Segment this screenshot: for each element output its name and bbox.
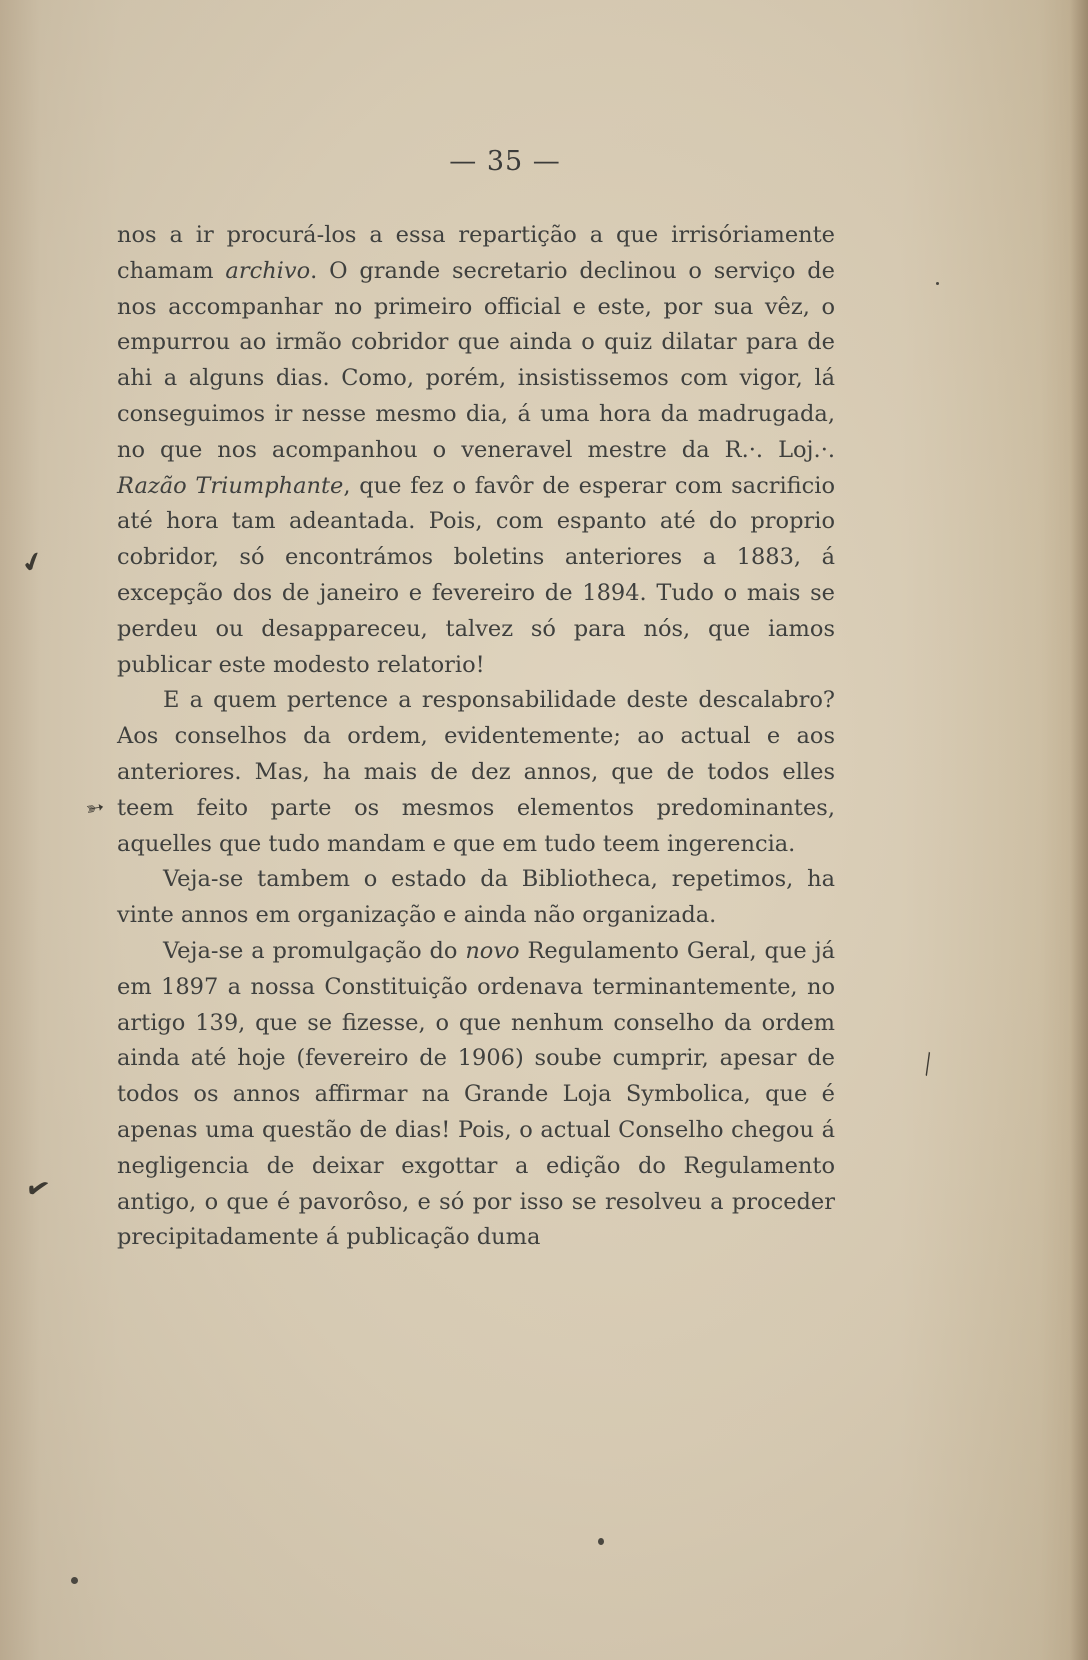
paragraph-4-part-1: Veja-se a promulgação do bbox=[163, 937, 466, 964]
paragraph-4-part-2: Regulamento Geral, que já em 1897 a nossa Constituição ordenava terminantemente, no artigo 139, que se fizesse, o que nenhum conselho da ordem ainda até hoje (fevereiro de 1906) soube cumprir, apesar de todos os annos affirmar na Grande Loja Symbolica, que é apenas uma questão de dias! Pois, o actual Conselho chegou á negligencia de deixar exgottar a edição do Regulamento antigo, o que é pavorôso, e só por isso se resolveu a proceder precipitadamente á publicação duma bbox=[117, 937, 835, 1251]
paragraph-4-italic-novo: novo bbox=[465, 937, 520, 964]
margin-mark-icon: ✔ bbox=[17, 545, 49, 581]
paragraph-2: E a quem pertence a responsabilidade deste descalabro? Aos conselhos da ordem, evidentemente; ao actual e aos anteriores. Mas, ha mais de dez annos, que de todos elles teem feito parte os mesmos elementos predominantes, aquelles que tudo mandam e que em tudo teem ingerencia. bbox=[117, 687, 835, 857]
margin-mark-icon: ➳ bbox=[83, 794, 107, 823]
paragraph-4 bbox=[117, 934, 835, 1256]
page-number: — 35 — bbox=[449, 146, 561, 177]
paragraph-1-italic-lodge-name: Razão Triumphante bbox=[117, 472, 344, 499]
paragraph-1-part-3: , que fez o favôr de esperar com sacrificio até hora tam adeantada. Pois, com espanto até do proprio cobridor, só encontrámos boletins anteriores a 1883, á excepção dos de janeiro e fevereiro de 1894. Tudo o mais se perdeu ou desappareceu, talvez só para nós, que iamos publicar este modesto relatorio! bbox=[117, 472, 836, 678]
paragraph-3: Veja-se tambem o estado da Bibliotheca, repetimos, ha vinte annos em organização e ainda não organizada. bbox=[117, 866, 835, 929]
paragraph-1-part-2: . O grande secretario declinou o serviço de nos accompanhar no primeiro official e este, por sua vêz, o empurrou ao irmão cobridor que ainda o quiz dilatar para de ahi a alguns dias. Como, porém, insistissemos com vigor, lá conseguimos ir nesse mesmo dia, á uma hora da madrugada, no que nos acompanhou o veneravel mestre da R.·. Loj.·. bbox=[117, 257, 835, 463]
paragraph-1-part-1: nos a ir procurá-los a essa repartição a que irrisóriamente chamam bbox=[117, 222, 835, 284]
ink-speck bbox=[71, 1577, 78, 1584]
paragraph-1-italic-archivo: archivo bbox=[225, 257, 311, 284]
margin-mark-icon: ╲ bbox=[916, 1052, 938, 1077]
body-text bbox=[117, 218, 835, 1256]
margin-mark-icon: ✔ bbox=[22, 1169, 54, 1208]
ink-speck bbox=[936, 282, 939, 285]
ink-speck bbox=[598, 1538, 604, 1545]
paragraph-1 bbox=[117, 218, 835, 683]
